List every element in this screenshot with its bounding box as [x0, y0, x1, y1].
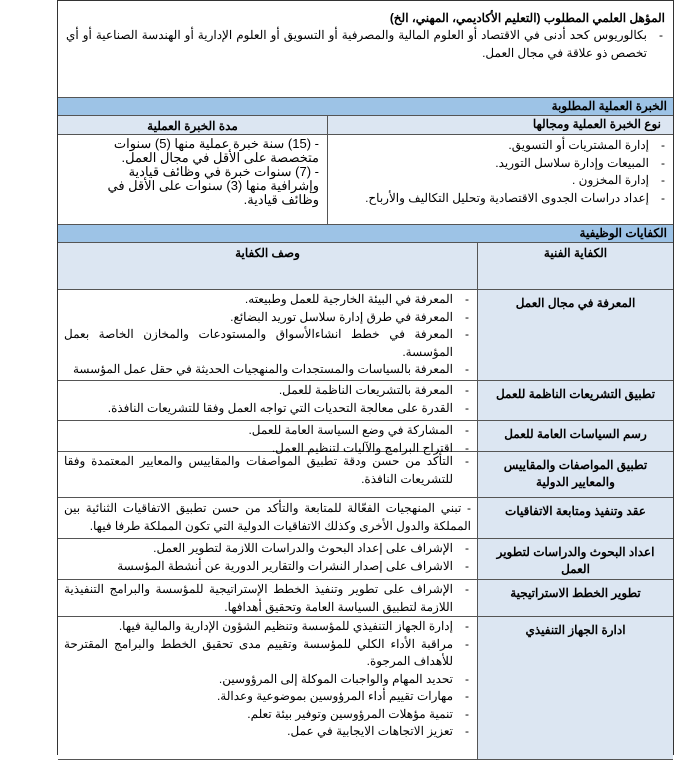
competency-row	[58, 539, 673, 580]
competency-description	[58, 381, 478, 420]
experience-row	[58, 135, 673, 225]
competency-item: - تبني المنهجيات الفعّالة للمتابعة والتأكد من حسن تطبيق الاتفاقيات الثنائية بين المملكة والدول الأخرى وكذلك الاتفاقيات الدولية التي تكون المملكة طرفا فيها.	[64, 501, 471, 533]
competency-item: - المعرفة في البيئة الخارجية للعمل وطبيعته.	[64, 291, 471, 309]
experience-type-item: - إدارة المخزون .	[334, 172, 667, 190]
experience-type-item: - إدارة المشتريات أو التسويق.	[334, 137, 667, 155]
competency-row	[58, 381, 673, 421]
competencies-subheader	[58, 243, 673, 290]
experience-header	[58, 98, 673, 116]
competency-name: المعرفة في مجال العمل	[478, 290, 673, 380]
competency-name: تطبيق المواصفات والمقاييس والمعايير الدولية	[478, 452, 673, 497]
competency-description	[58, 617, 478, 759]
competency-row	[58, 421, 673, 455]
competency-description	[58, 452, 478, 497]
competency-name: تطبيق التشريعات الناظمة للعمل	[478, 381, 673, 420]
competency-item: - المعرفة بالتشريعات الناظمة للعمل.	[64, 382, 471, 400]
competency-item: - المعرفة في طرق إدارة سلاسل توريد البضائع.	[64, 309, 471, 327]
competency-item: - إدارة الجهاز التنفيذي للمؤسسة وتنظيم الشؤون الإدارية والمالية فيها.	[64, 618, 471, 636]
competency-description	[58, 580, 478, 616]
competency-item: - مراقبة الأداء الكلي للمؤسسة وتقييم مدى تحقيق الخطط والبرامج المقترحة للأهداف المرجوة.	[64, 636, 471, 671]
competencies-header	[58, 225, 673, 243]
experience-duration-item: - (15) سنة خبرة عملية منها (5) سنوات متخصصة على الأقل في مجال العمل.	[113, 136, 319, 165]
competency-row	[58, 498, 673, 539]
competency-row	[58, 580, 673, 617]
competency-name: تطوير الخطط الاستراتيجية	[478, 580, 673, 616]
experience-duration-item: - (7) سنوات خبرة في وظائف قيادية وإشرافية منها (3) سنوات على الأقل في وظائف قيادية.	[107, 164, 319, 207]
competency-item: - تنمية مؤهلات المرؤوسين وتوفير بيئة تعلم.	[64, 706, 471, 724]
competency-item: - الإشراف على تطوير وتنفيذ الخطط الإستراتيجية للمؤسسة والبرامج التنفيذية اللازمة لتطبيق السياسة العامة وتحقيق أهدافها.	[64, 581, 471, 616]
competency-row	[58, 452, 673, 498]
competency-name-header: الكفاية الفنية	[543, 246, 608, 260]
competency-description	[58, 421, 478, 455]
competency-row	[58, 617, 673, 760]
competency-item: - تحديد المهام والواجبات الموكلة إلى المرؤوسين.	[64, 671, 471, 689]
experience-type-item: - إعداد دراسات الجدوى الاقتصادية وتحليل التكاليف والأرباح.	[334, 190, 667, 208]
competency-item: - الاشراف على إصدار النشرات والتقارير الدورية عن أنشطة المؤسسة	[64, 558, 471, 576]
competency-name: اعداد البحوث والدراسات لتطوير العمل	[478, 539, 673, 579]
competency-item: - التأكد من حسن ودقة تطبيق المواصفات والمقاييس والمعايير المعتمدة وفقا للتشريعات النافذة.	[64, 453, 471, 488]
job-description-document	[57, 0, 674, 755]
competency-item: - اقتراح البرامج والآليات لتنظيم العمل.	[64, 440, 471, 458]
experience-duration-header: مدة الخبرة العملية	[58, 116, 328, 134]
competency-item: - القدرة على معالجة التحديات التي تواجه العمل وفقا للتشريعات النافذة.	[64, 400, 471, 418]
competency-item: - الإشراف على إعداد البحوث والدراسات اللازمة لتطوير العمل.	[64, 540, 471, 558]
competency-name: رسم السياسات العامة للعمل	[478, 421, 673, 451]
competency-row	[58, 290, 673, 381]
qualification-title: المؤهل العلمي المطلوب (التعليم الأكاديمي، المهني، الخ)	[389, 11, 665, 25]
competency-description	[58, 290, 478, 380]
competency-item: - مهارات تقييم أداء المرؤوسين بموضوعية وعدالة.	[64, 688, 471, 706]
competency-name: ادارة الجهاز التنفيذي	[478, 617, 673, 759]
competency-desc-header: وصف الكفاية	[58, 243, 478, 289]
competency-item: - المعرفة بالسياسات والمستجدات والمنهجيات الحديثة في حقل عمل المؤسسة	[64, 361, 471, 379]
qualification-section	[58, 0, 673, 98]
qualification-text: - بكالوريوس كحد أدنى في الاقتصاد أو العلوم المالية والمصرفية أو التسويق أو العلوم الإدارية أو الهندسة الصناعية أو أي تخصص ذو علاقة في مجال العمل.	[66, 27, 665, 62]
competency-item: - المعرفة في خطط انشاءالأسواق والمستودعات والمخازن الخاصة بعمل المؤسسة.	[64, 326, 471, 361]
experience-title: الخبرة العملية المطلوبة	[551, 99, 667, 113]
competency-item: - المشاركة في وضع السياسة العامة للعمل.	[64, 422, 471, 440]
competency-item: - تعزيز الاتجاهات الايجابية في عمل.	[64, 723, 471, 741]
experience-subheader	[58, 116, 673, 135]
competency-name: عقد وتنفيذ ومتابعة الاتفاقيات	[478, 498, 673, 538]
competencies-title: الكفايات الوظيفية	[579, 226, 667, 240]
competency-description	[58, 498, 478, 538]
competency-description	[58, 539, 478, 579]
experience-type-item: - المبيعات وإدارة سلاسل التوريد.	[334, 155, 667, 173]
experience-type-header: نوع الخبرة العملية ومجالها	[532, 117, 661, 131]
